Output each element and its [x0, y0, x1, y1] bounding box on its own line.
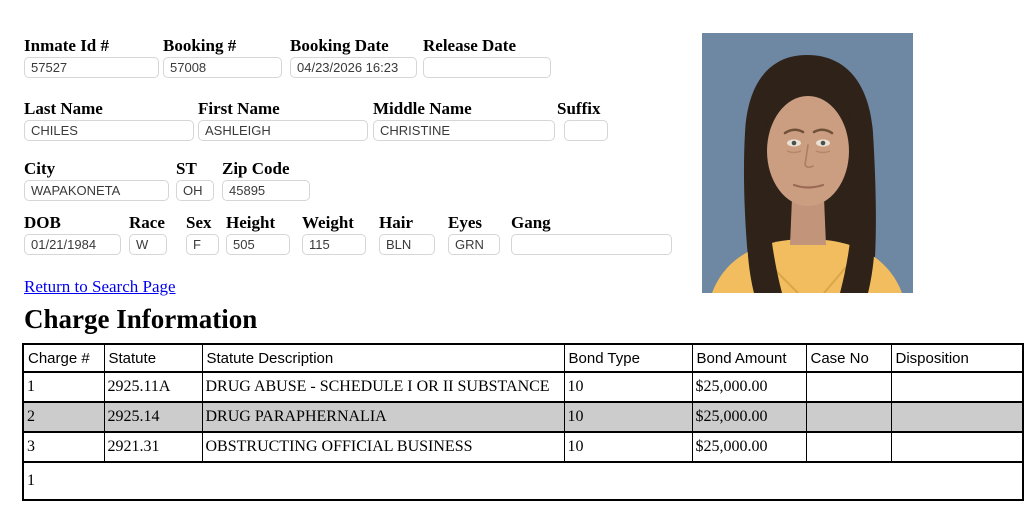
first-name-input[interactable]: [198, 120, 368, 141]
release-date-input[interactable]: [423, 57, 551, 78]
charge-cell: [806, 432, 891, 462]
zip-code-label: Zip Code: [222, 159, 290, 178]
gang-input[interactable]: [511, 234, 672, 255]
charge-cell: 2925.14: [104, 402, 202, 432]
booking-number-field: [163, 37, 282, 78]
charge-cell: $25,000.00: [692, 432, 806, 462]
city-label: City: [24, 159, 56, 178]
charge-cell: $25,000.00: [692, 402, 806, 432]
height-input[interactable]: [226, 234, 290, 255]
charge-cell: [891, 372, 1023, 402]
booking-date-label: Booking Date: [290, 36, 389, 55]
charge-table-footer-row: [23, 462, 1023, 500]
charge-cell: 10: [564, 402, 692, 432]
charge-cell: 3: [23, 432, 104, 462]
release-date-label: Release Date: [423, 36, 516, 55]
height-label: Height: [226, 213, 276, 232]
middle-name-input[interactable]: [373, 120, 555, 141]
suffix-field: [557, 100, 608, 141]
first-name-label: First Name: [198, 99, 280, 118]
inmate-id-label: Inmate Id #: [24, 36, 110, 55]
charge-row: [23, 432, 1023, 462]
dob-label: DOB: [24, 213, 61, 232]
mugshot-face: [767, 96, 849, 206]
charge-cell: 2925.11A: [104, 372, 202, 402]
gang-label: Gang: [511, 213, 551, 232]
zip-code-input[interactable]: [222, 180, 310, 201]
inmate-mugshot-photo: [702, 33, 913, 293]
release-date-field: [423, 37, 551, 78]
charge-column-header: Disposition: [891, 344, 1023, 372]
charge-column-header: Statute: [104, 344, 202, 372]
charge-cell: [806, 372, 891, 402]
state-input[interactable]: [176, 180, 214, 201]
weight-label: Weight: [302, 213, 354, 232]
sex-label: Sex: [186, 213, 212, 232]
charge-row: [23, 372, 1023, 402]
city-input[interactable]: [24, 180, 169, 201]
charge-table-pagination[interactable]: 1: [23, 462, 1023, 500]
dob-input[interactable]: [24, 234, 121, 255]
charge-table-header-row: [23, 344, 1023, 372]
charge-cell: 10: [564, 372, 692, 402]
race-field: [129, 214, 167, 255]
charge-cell: DRUG PARAPHERNALIA: [202, 402, 564, 432]
return-to-search-link[interactable]: Return to Search Page: [24, 277, 176, 296]
first-name-field: [198, 100, 368, 141]
race-input[interactable]: [129, 234, 167, 255]
weight-field: [302, 214, 366, 255]
middle-name-field: [373, 100, 555, 141]
charge-column-header: Bond Amount: [692, 344, 806, 372]
eyes-input[interactable]: [448, 234, 500, 255]
charge-cell: 10: [564, 432, 692, 462]
race-label: Race: [129, 213, 165, 232]
state-field: [176, 160, 214, 201]
charge-cell: 1: [23, 372, 104, 402]
hair-label: Hair: [379, 213, 413, 232]
last-name-label: Last Name: [24, 99, 103, 118]
booking-date-input[interactable]: [290, 57, 417, 78]
charge-information-heading: Charge Information: [24, 304, 258, 334]
gang-field: [511, 214, 672, 255]
charge-column-header: Charge #: [23, 344, 104, 372]
charge-cell: OBSTRUCTING OFFICIAL BUSINESS: [202, 432, 564, 462]
mugshot-left-pupil: [792, 141, 797, 146]
inmate-id-input[interactable]: [24, 57, 159, 78]
booking-date-field: [290, 37, 417, 78]
sex-input[interactable]: [186, 234, 219, 255]
city-field: [24, 160, 169, 201]
charge-cell: [891, 402, 1023, 432]
charge-column-header: Bond Type: [564, 344, 692, 372]
dob-field: [24, 214, 121, 255]
charge-row: [23, 402, 1023, 432]
zip-code-field: [222, 160, 310, 201]
height-field: [226, 214, 290, 255]
middle-name-label: Middle Name: [373, 99, 472, 118]
suffix-label: Suffix: [557, 99, 601, 118]
last-name-input[interactable]: [24, 120, 194, 141]
weight-input[interactable]: [302, 234, 366, 255]
last-name-field: [24, 100, 194, 141]
charge-cell: DRUG ABUSE - SCHEDULE I OR II SUBSTANCE: [202, 372, 564, 402]
charge-column-header: Statute Description: [202, 344, 564, 372]
eyes-field: [448, 214, 500, 255]
booking-number-label: Booking #: [163, 36, 237, 55]
inmate-id-field: [24, 37, 159, 78]
charge-cell: $25,000.00: [692, 372, 806, 402]
hair-field: [379, 214, 435, 255]
charge-cell: 2: [23, 402, 104, 432]
hair-input[interactable]: [379, 234, 435, 255]
charge-table: [22, 343, 1024, 501]
suffix-input[interactable]: [564, 120, 608, 141]
charge-cell: 2921.31: [104, 432, 202, 462]
booking-number-input[interactable]: [163, 57, 282, 78]
charge-column-header: Case No: [806, 344, 891, 372]
state-label: ST: [176, 159, 197, 178]
sex-field: [186, 214, 219, 255]
charge-cell: [891, 432, 1023, 462]
mugshot-right-pupil: [821, 141, 826, 146]
eyes-label: Eyes: [448, 213, 482, 232]
charge-cell: [806, 402, 891, 432]
